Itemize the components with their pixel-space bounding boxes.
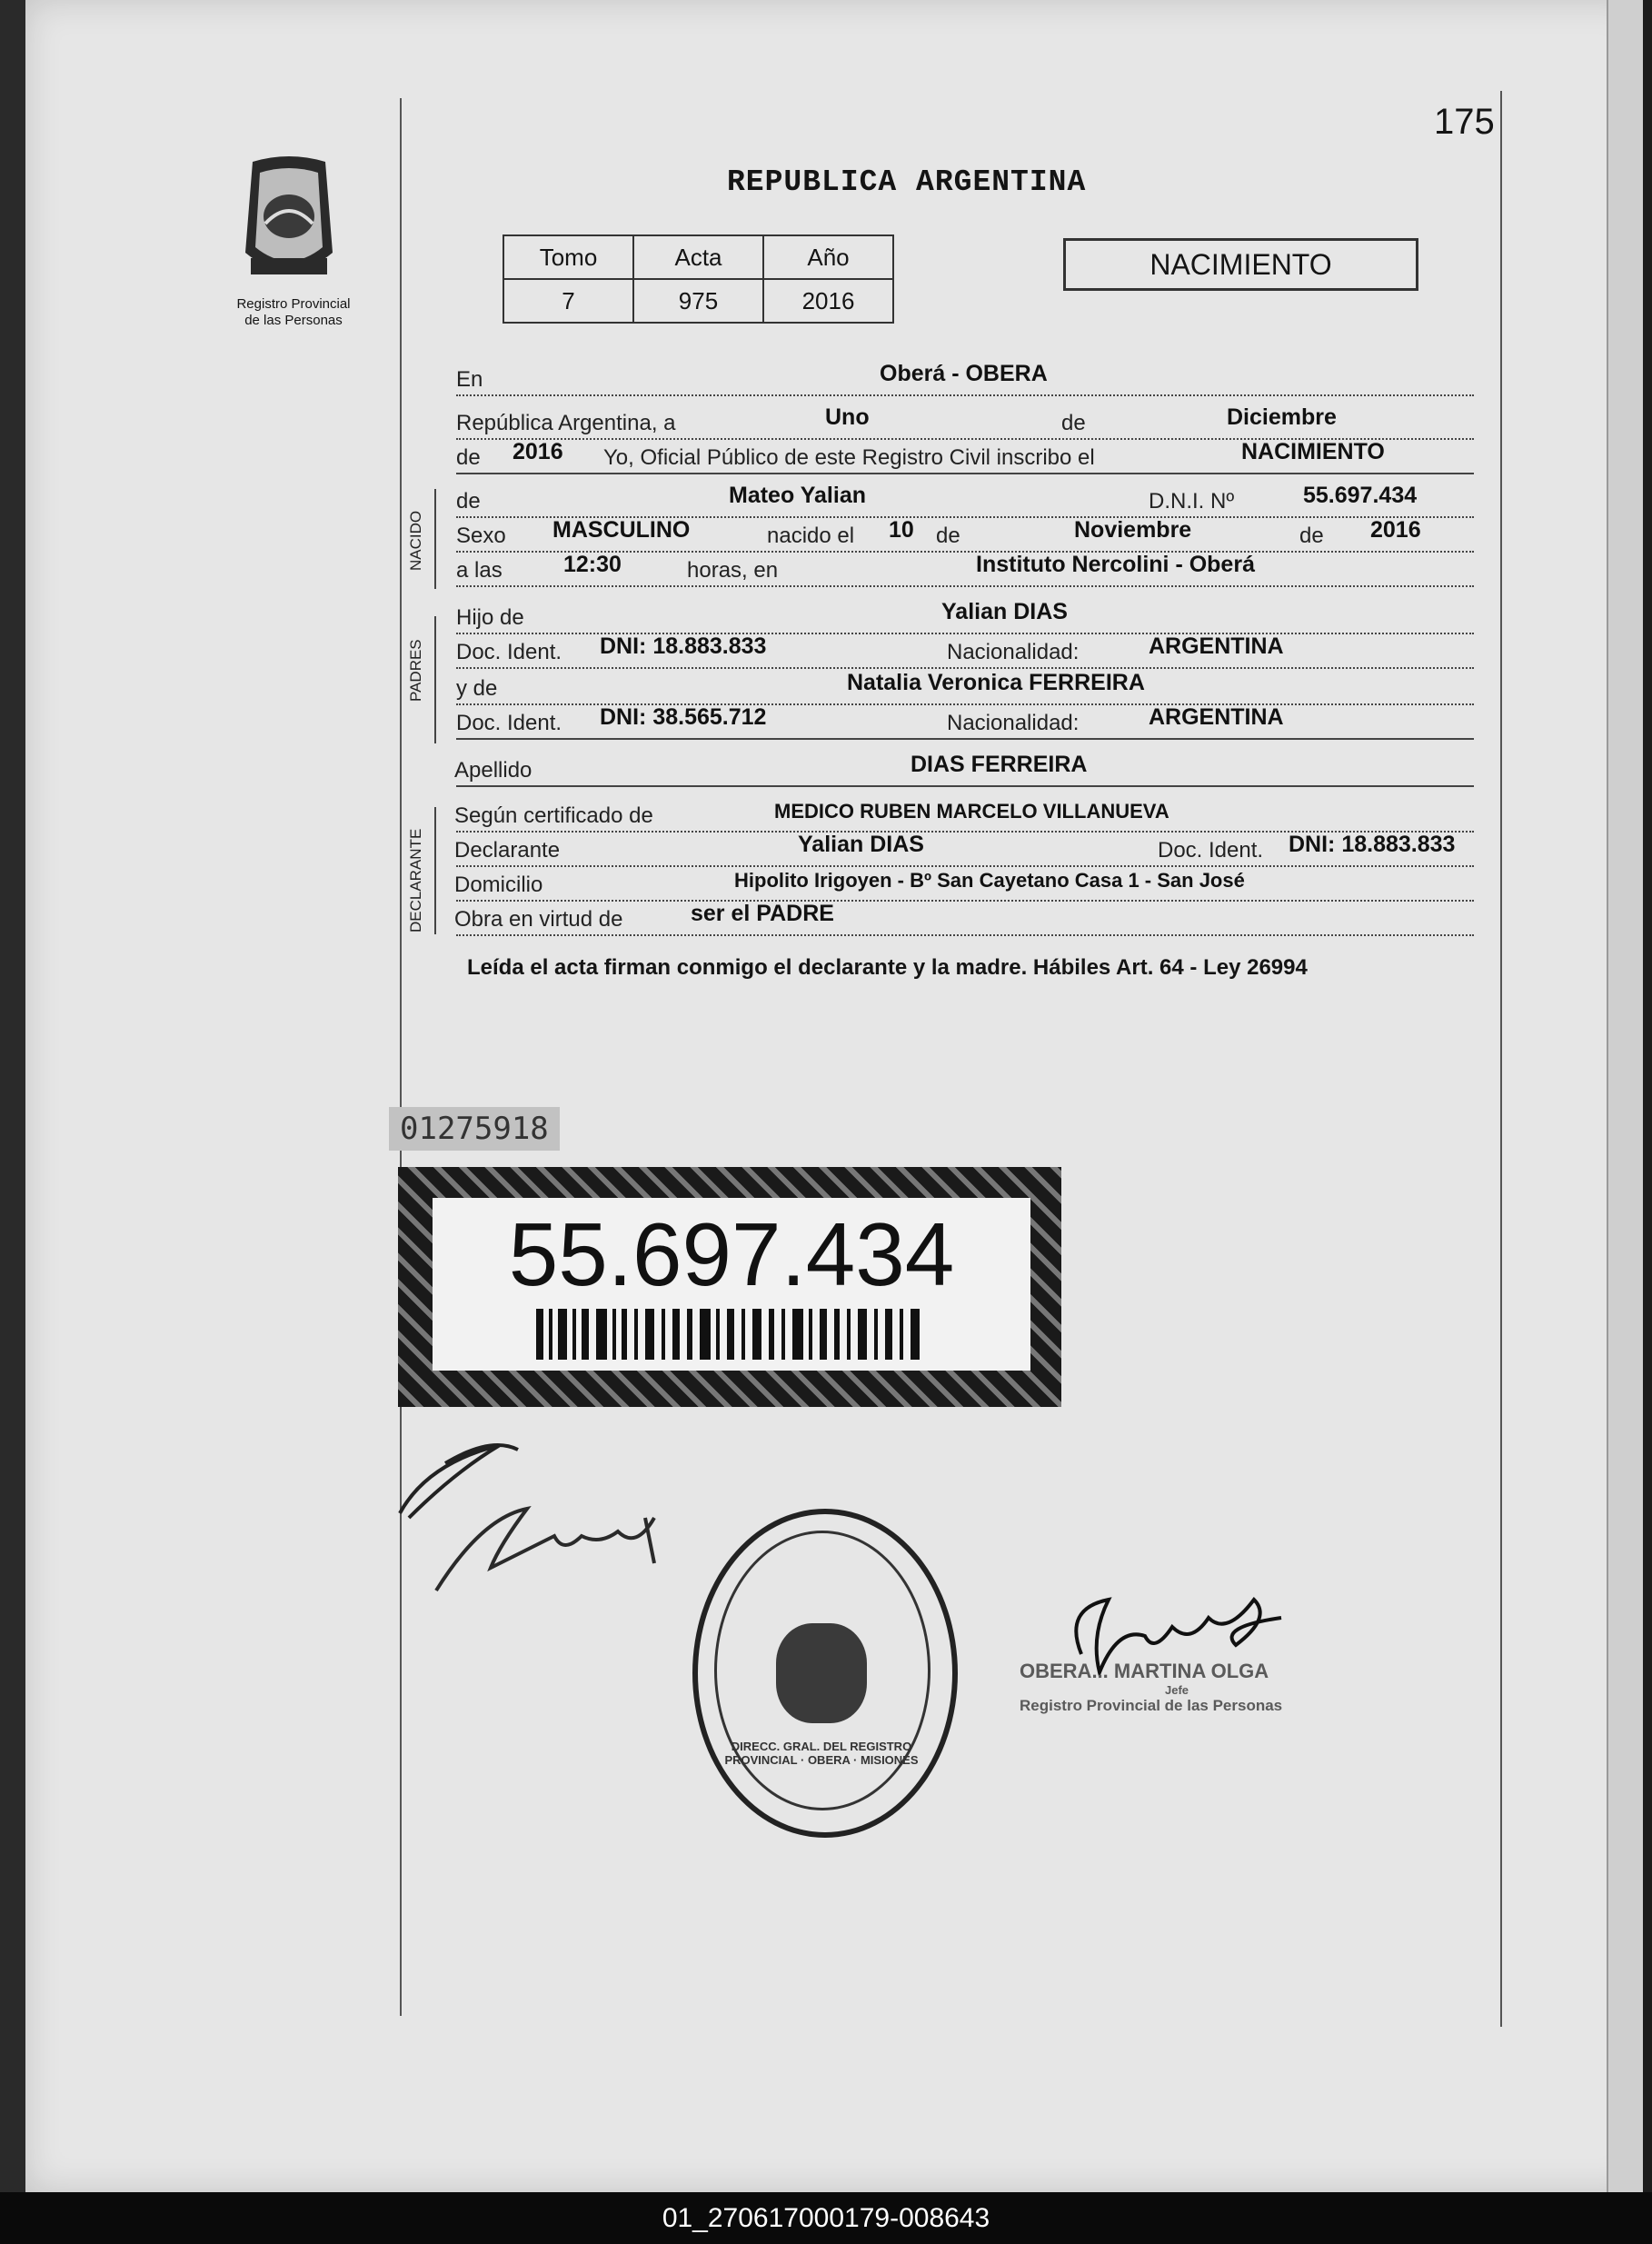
label: nacido el: [767, 524, 858, 549]
sticker-number: 55.697.434: [508, 1204, 955, 1304]
dni-sticker: [398, 1167, 1061, 1407]
label: D.N.I. Nº: [1149, 489, 1238, 514]
label: Domicilio: [454, 873, 546, 898]
label: Doc. Ident.: [1158, 838, 1267, 863]
sticker-label: [433, 1198, 1030, 1371]
tomo-acta-ano-table: [503, 234, 894, 324]
page-stack-edge: [1607, 0, 1643, 2192]
sexo-value: MASCULINO: [552, 517, 691, 543]
mother-name: Natalia Veronica FERREIRA: [847, 670, 1145, 695]
seal-emblem-icon: [776, 1623, 867, 1723]
row-mother-doc: [456, 704, 1474, 740]
section-bar: [434, 807, 436, 934]
registered-value: NACIMIENTO: [1241, 439, 1385, 464]
stamp-line3: Registro Provincial de las Personas: [1020, 1697, 1283, 1714]
act-type-box: [1063, 238, 1418, 291]
domicilio-value: Hipolito Irigoyen - Bº San Cayetano Casa 1 - San José: [734, 869, 1245, 892]
signature-declarante: [427, 1481, 691, 1600]
label: En: [456, 367, 486, 393]
footer-code: 01_270617000179-008643: [0, 2192, 1652, 2244]
left-margin-line: [400, 98, 402, 2016]
row-date: [456, 404, 1474, 440]
table-cell: 7: [503, 279, 633, 323]
label: de: [456, 489, 484, 514]
registry-name: Registro Provincial de las Personas: [236, 296, 351, 328]
label: Declarante: [454, 838, 563, 863]
official-stamp: [1020, 1660, 1329, 1715]
row-sexo: [456, 517, 1474, 553]
table-cell: 2016: [763, 279, 893, 323]
label: Apellido: [454, 758, 535, 783]
apellido-value: DIAS FERREIRA: [911, 752, 1088, 777]
child-dni: 55.697.434: [1303, 483, 1418, 508]
scan-left-edge: [0, 0, 25, 2192]
declarant-doc: DNI: 18.883.833: [1289, 832, 1456, 857]
country-title: REPUBLICA ARGENTINA: [727, 165, 1087, 199]
act-type: NACIMIENTO: [1149, 248, 1332, 281]
label: Obra en virtud de: [454, 907, 626, 933]
label: Según certificado de: [454, 803, 657, 829]
row-father-doc: [456, 633, 1474, 669]
label: y de: [456, 676, 501, 702]
label: Yo, Oficial Público de este Registro Civil inscribo el: [603, 445, 1099, 471]
section-bar: [434, 489, 436, 589]
label: Nacionalidad:: [947, 640, 1082, 665]
label: horas, en: [687, 558, 781, 583]
father-name: Yalian DIAS: [941, 599, 1068, 624]
stamp-line1: OBERA... MARTINA OLGA: [1020, 1660, 1269, 1682]
label: de: [1061, 411, 1090, 436]
row-certificado: [456, 800, 1474, 833]
cert-value: MEDICO RUBEN MARCELO VILLANUEVA: [774, 800, 1169, 823]
birth-month: Noviembre: [1074, 517, 1192, 543]
mother-nationality: ARGENTINA: [1149, 704, 1284, 730]
declarant-name: Yalian DIAS: [798, 832, 924, 857]
table-header: Acta: [633, 235, 763, 279]
province-emblem: [234, 153, 343, 289]
closing-note: Leída el acta firman conmigo el declarante y la madre. Hábiles Art. 64 - Ley 26994: [467, 955, 1308, 980]
label: Doc. Ident.: [456, 640, 565, 665]
serial-number: 01275918: [389, 1107, 560, 1151]
table-cell: 975: [633, 279, 763, 323]
page-number: 175: [1434, 102, 1495, 142]
birth-place: Instituto Nercolini - Oberá: [976, 552, 1255, 577]
row-declarante: [456, 834, 1474, 867]
row-hora: [456, 554, 1474, 587]
barcode-icon: [536, 1309, 927, 1360]
row-year: [456, 439, 1474, 474]
child-name: Mateo Yalian: [729, 483, 866, 508]
birth-year: 2016: [1370, 517, 1421, 543]
label: Doc. Ident.: [456, 711, 565, 736]
city-value: Oberá - OBERA: [880, 361, 1048, 386]
birth-time: 12:30: [563, 552, 622, 577]
obra-value: ser el PADRE: [691, 901, 834, 926]
birth-day: 10: [889, 517, 914, 543]
label: de: [1299, 524, 1328, 549]
right-margin-line: [1500, 91, 1502, 2027]
day-value: Uno: [825, 404, 870, 430]
section-bar: [434, 616, 436, 743]
stamp-line2: Jefe: [1165, 1683, 1189, 1697]
month-value: Diciembre: [1227, 404, 1337, 430]
row-name: [456, 485, 1474, 518]
label: a las: [456, 558, 506, 583]
label: Sexo: [456, 524, 510, 549]
row-en: [456, 361, 1474, 396]
seal-text: DIRECC. GRAL. DEL REGISTRO PROVINCIAL · OBERA · MISIONES: [724, 1740, 919, 1767]
label: de: [936, 524, 964, 549]
row-y-de: [456, 670, 1474, 705]
row-apellido: [456, 754, 1474, 787]
row-obra: [456, 903, 1474, 936]
section-declarante: DECLARANTE: [407, 828, 424, 933]
father-doc: DNI: 18.883.833: [600, 633, 767, 659]
section-nacido: NACIDO: [407, 510, 424, 571]
section-padres: PADRES: [407, 639, 424, 702]
row-domicilio: [456, 869, 1474, 902]
table-header: Tomo: [503, 235, 633, 279]
label: República Argentina, a: [456, 411, 680, 436]
table-header: Año: [763, 235, 893, 279]
registry-seal: [692, 1509, 958, 1838]
mother-doc: DNI: 38.565.712: [600, 704, 767, 730]
year-value: 2016: [513, 439, 563, 464]
label: de: [456, 445, 484, 471]
row-hijo: [456, 599, 1474, 634]
label: Hijo de: [456, 605, 528, 631]
label: Nacionalidad:: [947, 711, 1082, 736]
father-nationality: ARGENTINA: [1149, 633, 1284, 659]
